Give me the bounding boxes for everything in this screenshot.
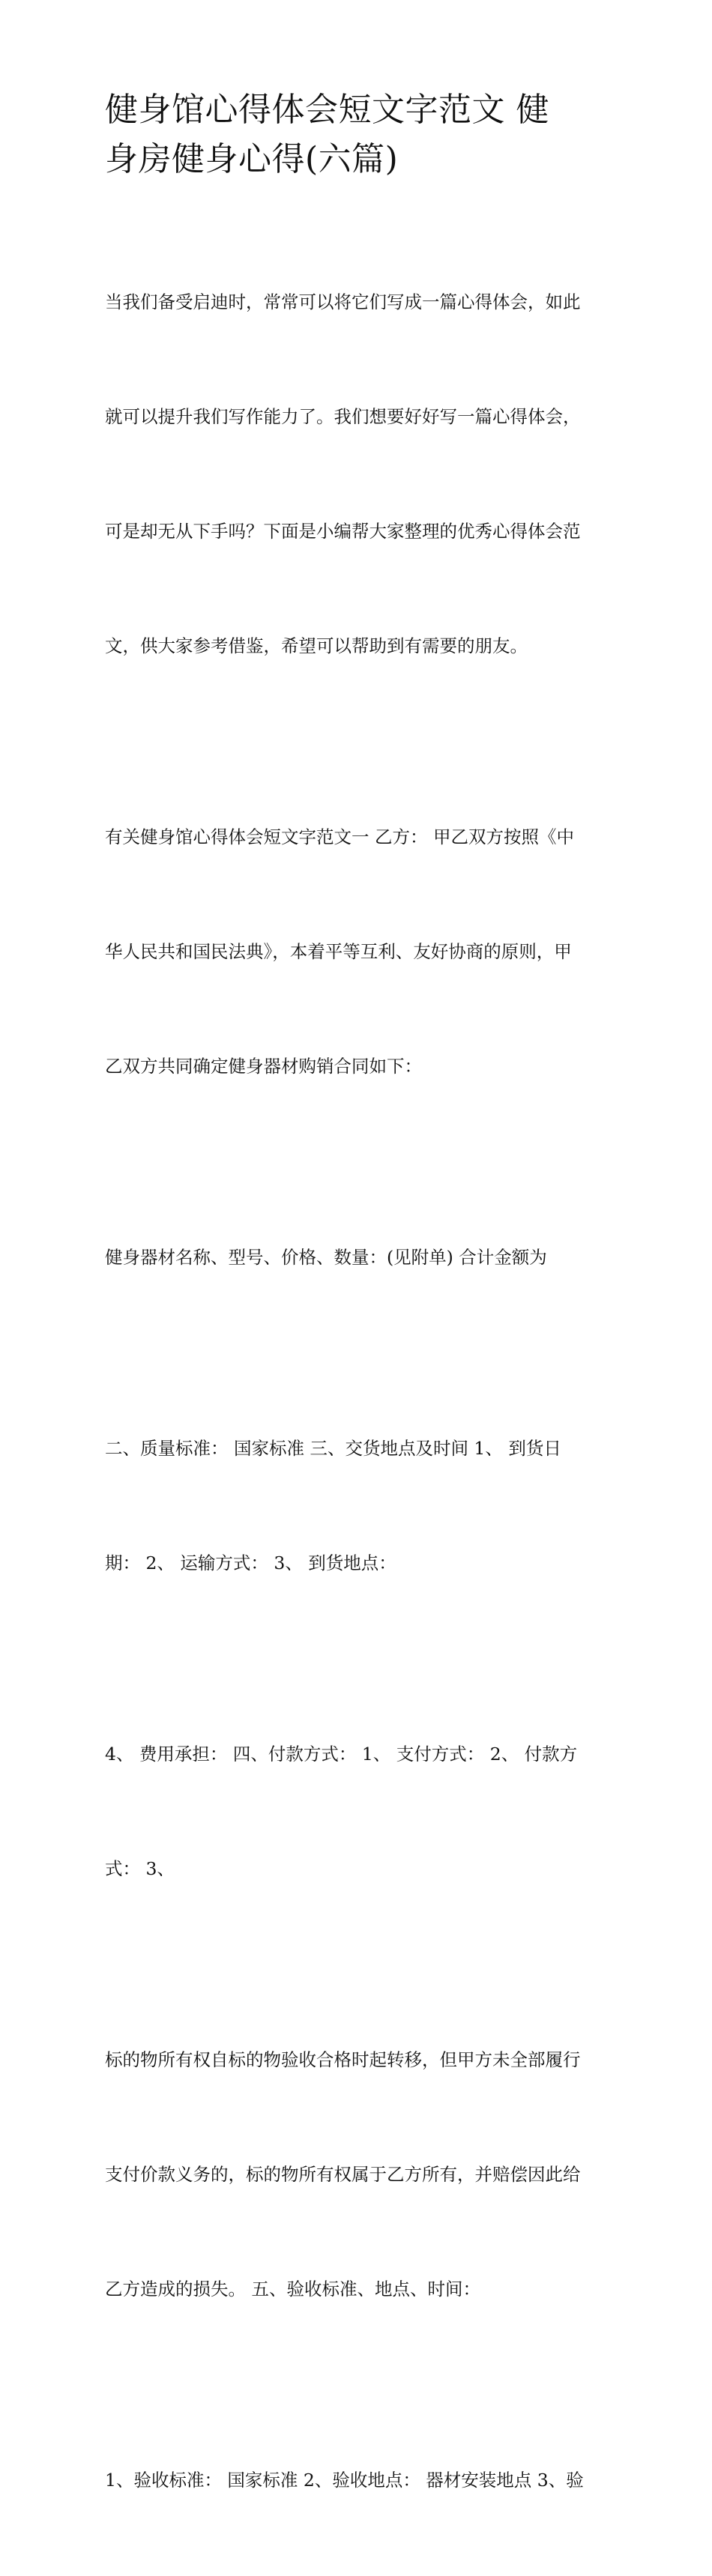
text-line: 式： 3、	[105, 1858, 175, 1879]
text-line: 期： 2、 运输方式： 3、 到货地点：	[105, 1552, 396, 1573]
paragraph-contract-intro	[105, 742, 622, 1162]
document-body	[105, 207, 622, 2576]
text-line: 1、验收标准： 国家标准 2、验收地点： 器材安装地点 3、验	[105, 2470, 584, 2491]
text-line: 可是却无从下手吗？下面是小编帮大家整理的优秀心得体会范	[105, 521, 581, 542]
text-line: 乙双方共同确定健身器材购销合同如下：	[105, 1056, 422, 1077]
text-line: 华人民共和国民法典》，本着平等互利、友好协商的原则，甲	[105, 941, 572, 962]
title-line: 身房健身心得(六篇)	[105, 140, 399, 178]
text-line: 健身器材名称、型号、价格、数量：(见附单) 合计金额为	[105, 1247, 547, 1268]
title-line: 健身馆心得体会短文字范文 健	[105, 91, 549, 129]
text-line: 支付价款义务的，标的物所有权属于乙方所有，并赔偿因此给	[105, 2164, 581, 2185]
document-title	[105, 85, 615, 184]
text-line: 乙方造成的损失。 五、验收标准、地点、时间：	[105, 2279, 480, 2300]
text-line: 二、质量标准： 国家标准 三、交货地点及时间 1、 到货日	[105, 1438, 561, 1459]
paragraph-ownership	[105, 1965, 622, 2385]
paragraph-quality-delivery	[105, 1353, 622, 1659]
paragraph-equipment	[105, 1162, 622, 1353]
text-line: 有关健身馆心得体会短文字范文一 乙方： 甲乙双方按照《中	[105, 826, 574, 847]
text-line: 就可以提升我们写作能力了。我们想要好好写一篇心得体会，	[105, 406, 581, 427]
paragraph-intro	[105, 207, 622, 742]
text-line: 文，供大家参考借鉴，希望可以帮助到有需要的朋友。	[105, 635, 528, 656]
text-line: 当我们备受启迪时，常常可以将它们写成一篇心得体会，如此	[105, 291, 581, 312]
text-line: 4、 费用承担： 四、付款方式： 1、 支付方式： 2、 付款方	[105, 1744, 578, 1765]
text-line: 标的物所有权自标的物验收合格时起转移，但甲方未全部履行	[105, 2049, 581, 2070]
paragraph-payment	[105, 1659, 622, 1965]
paragraph-acceptance	[105, 2385, 622, 2576]
